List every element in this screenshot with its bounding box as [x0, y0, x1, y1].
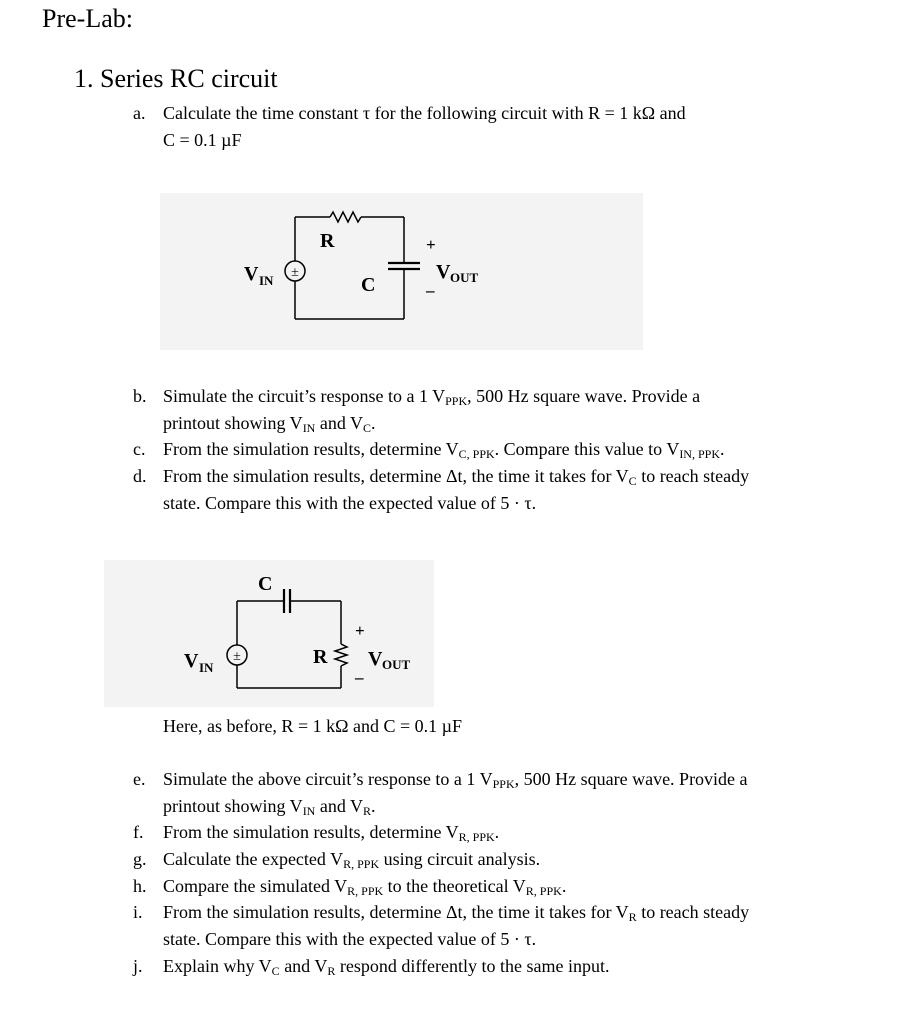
item-c-line1: From the simulation results, determine $V_{C, PPK}$. Compare this value to $V_{IN, PPK}$. — [163, 439, 725, 461]
item-f-line1: From the simulation results, determine $V_{R, PPK}$. — [163, 822, 500, 844]
circuit-1-svg — [160, 193, 643, 350]
plus-sign: + — [355, 621, 365, 640]
item-d-line1: From the simulation results, determine Δt, the time it takes for $V_C$ to reach steady — [163, 466, 750, 488]
vin-label: V — [184, 650, 199, 672]
item-i-line2: state. Compare this with the expected value of 5 · τ. — [163, 928, 537, 949]
vout-label: V — [368, 648, 383, 670]
vin-subscript: IN — [259, 273, 274, 288]
resistor-label: R — [313, 646, 328, 668]
source-sign: ± — [291, 265, 299, 280]
item-h — [133, 873, 567, 900]
item-i — [133, 899, 750, 952]
item-g-line1: Calculate the expected $V_{R, PPK}$ using circuit analysis. — [163, 849, 541, 871]
resistor-label: R — [320, 230, 335, 252]
item-label: c. — [133, 439, 146, 459]
circuit-diagram-2 — [104, 560, 434, 707]
circuit-diagram-1 — [160, 193, 643, 350]
item-b — [133, 383, 701, 436]
item-e — [133, 766, 748, 819]
capacitor-label: C — [258, 573, 273, 595]
circuit-2-svg — [104, 560, 434, 707]
circuit-note — [163, 713, 462, 740]
item-j-line1: Explain why $V_C$ and $V_R$ respond differently to the same input. — [163, 956, 610, 978]
item-c — [133, 436, 725, 463]
item-d-line2: state. Compare this with the expected value of 5 · τ. — [163, 492, 537, 513]
item-label: g. — [133, 849, 147, 869]
vin-subscript: IN — [199, 660, 214, 675]
plus-sign: + — [426, 235, 436, 254]
item-label: a. — [133, 103, 146, 123]
minus-sign: – — [426, 281, 435, 300]
item-j — [133, 953, 610, 980]
item-a — [133, 100, 686, 153]
item-b-line2: printout showing $V_{IN}$ and $V_C$. — [163, 412, 376, 435]
item-e-line2: printout showing $V_{IN}$ and $V_R$. — [163, 795, 376, 818]
item-a-line1: Calculate the time constant τ for the following circuit with R = 1 kΩ and — [163, 103, 686, 123]
vout-subscript: OUT — [450, 270, 479, 285]
item-label: d. — [133, 466, 147, 486]
note-text: Here, as before, R = 1 kΩ and C = 0.1 µF — [163, 716, 462, 736]
section-heading — [74, 64, 278, 94]
item-label: e. — [133, 769, 146, 789]
item-g — [133, 846, 541, 873]
item-label: h. — [133, 876, 147, 896]
item-b-line1: Simulate the circuit’s response to a 1 $V_{PPK}$, 500 Hz square wave. Provide a — [163, 386, 701, 408]
section-number: 1. — [74, 64, 94, 93]
item-d — [133, 463, 750, 516]
item-a-line2: C = 0.1 µF — [163, 129, 242, 150]
vout-label: V — [436, 261, 451, 283]
item-label: f. — [133, 822, 144, 842]
item-h-line1: Compare the simulated $V_{R, PPK}$ to the theoretical $V_{R, PPK}$. — [163, 876, 567, 898]
resistor-symbol — [335, 644, 347, 666]
vout-subscript: OUT — [382, 657, 411, 672]
item-label: b. — [133, 386, 147, 406]
section-title: Series RC circuit — [100, 64, 278, 93]
capacitor-label: C — [361, 274, 376, 296]
source-sign: ± — [233, 649, 241, 664]
item-label: j. — [133, 956, 143, 976]
item-i-line1: From the simulation results, determine Δt, the time it takes for $V_R$ to reach steady — [163, 902, 750, 924]
page-heading: Pre-Lab: — [42, 4, 133, 33]
item-label: i. — [133, 902, 143, 922]
resistor-symbol — [330, 212, 361, 222]
vin-label: V — [244, 263, 259, 285]
item-f — [133, 819, 500, 846]
item-e-line1: Simulate the above circuit’s response to a 1 $V_{PPK}$, 500 Hz square wave. Provide a — [163, 769, 748, 791]
minus-sign: – — [355, 668, 364, 687]
